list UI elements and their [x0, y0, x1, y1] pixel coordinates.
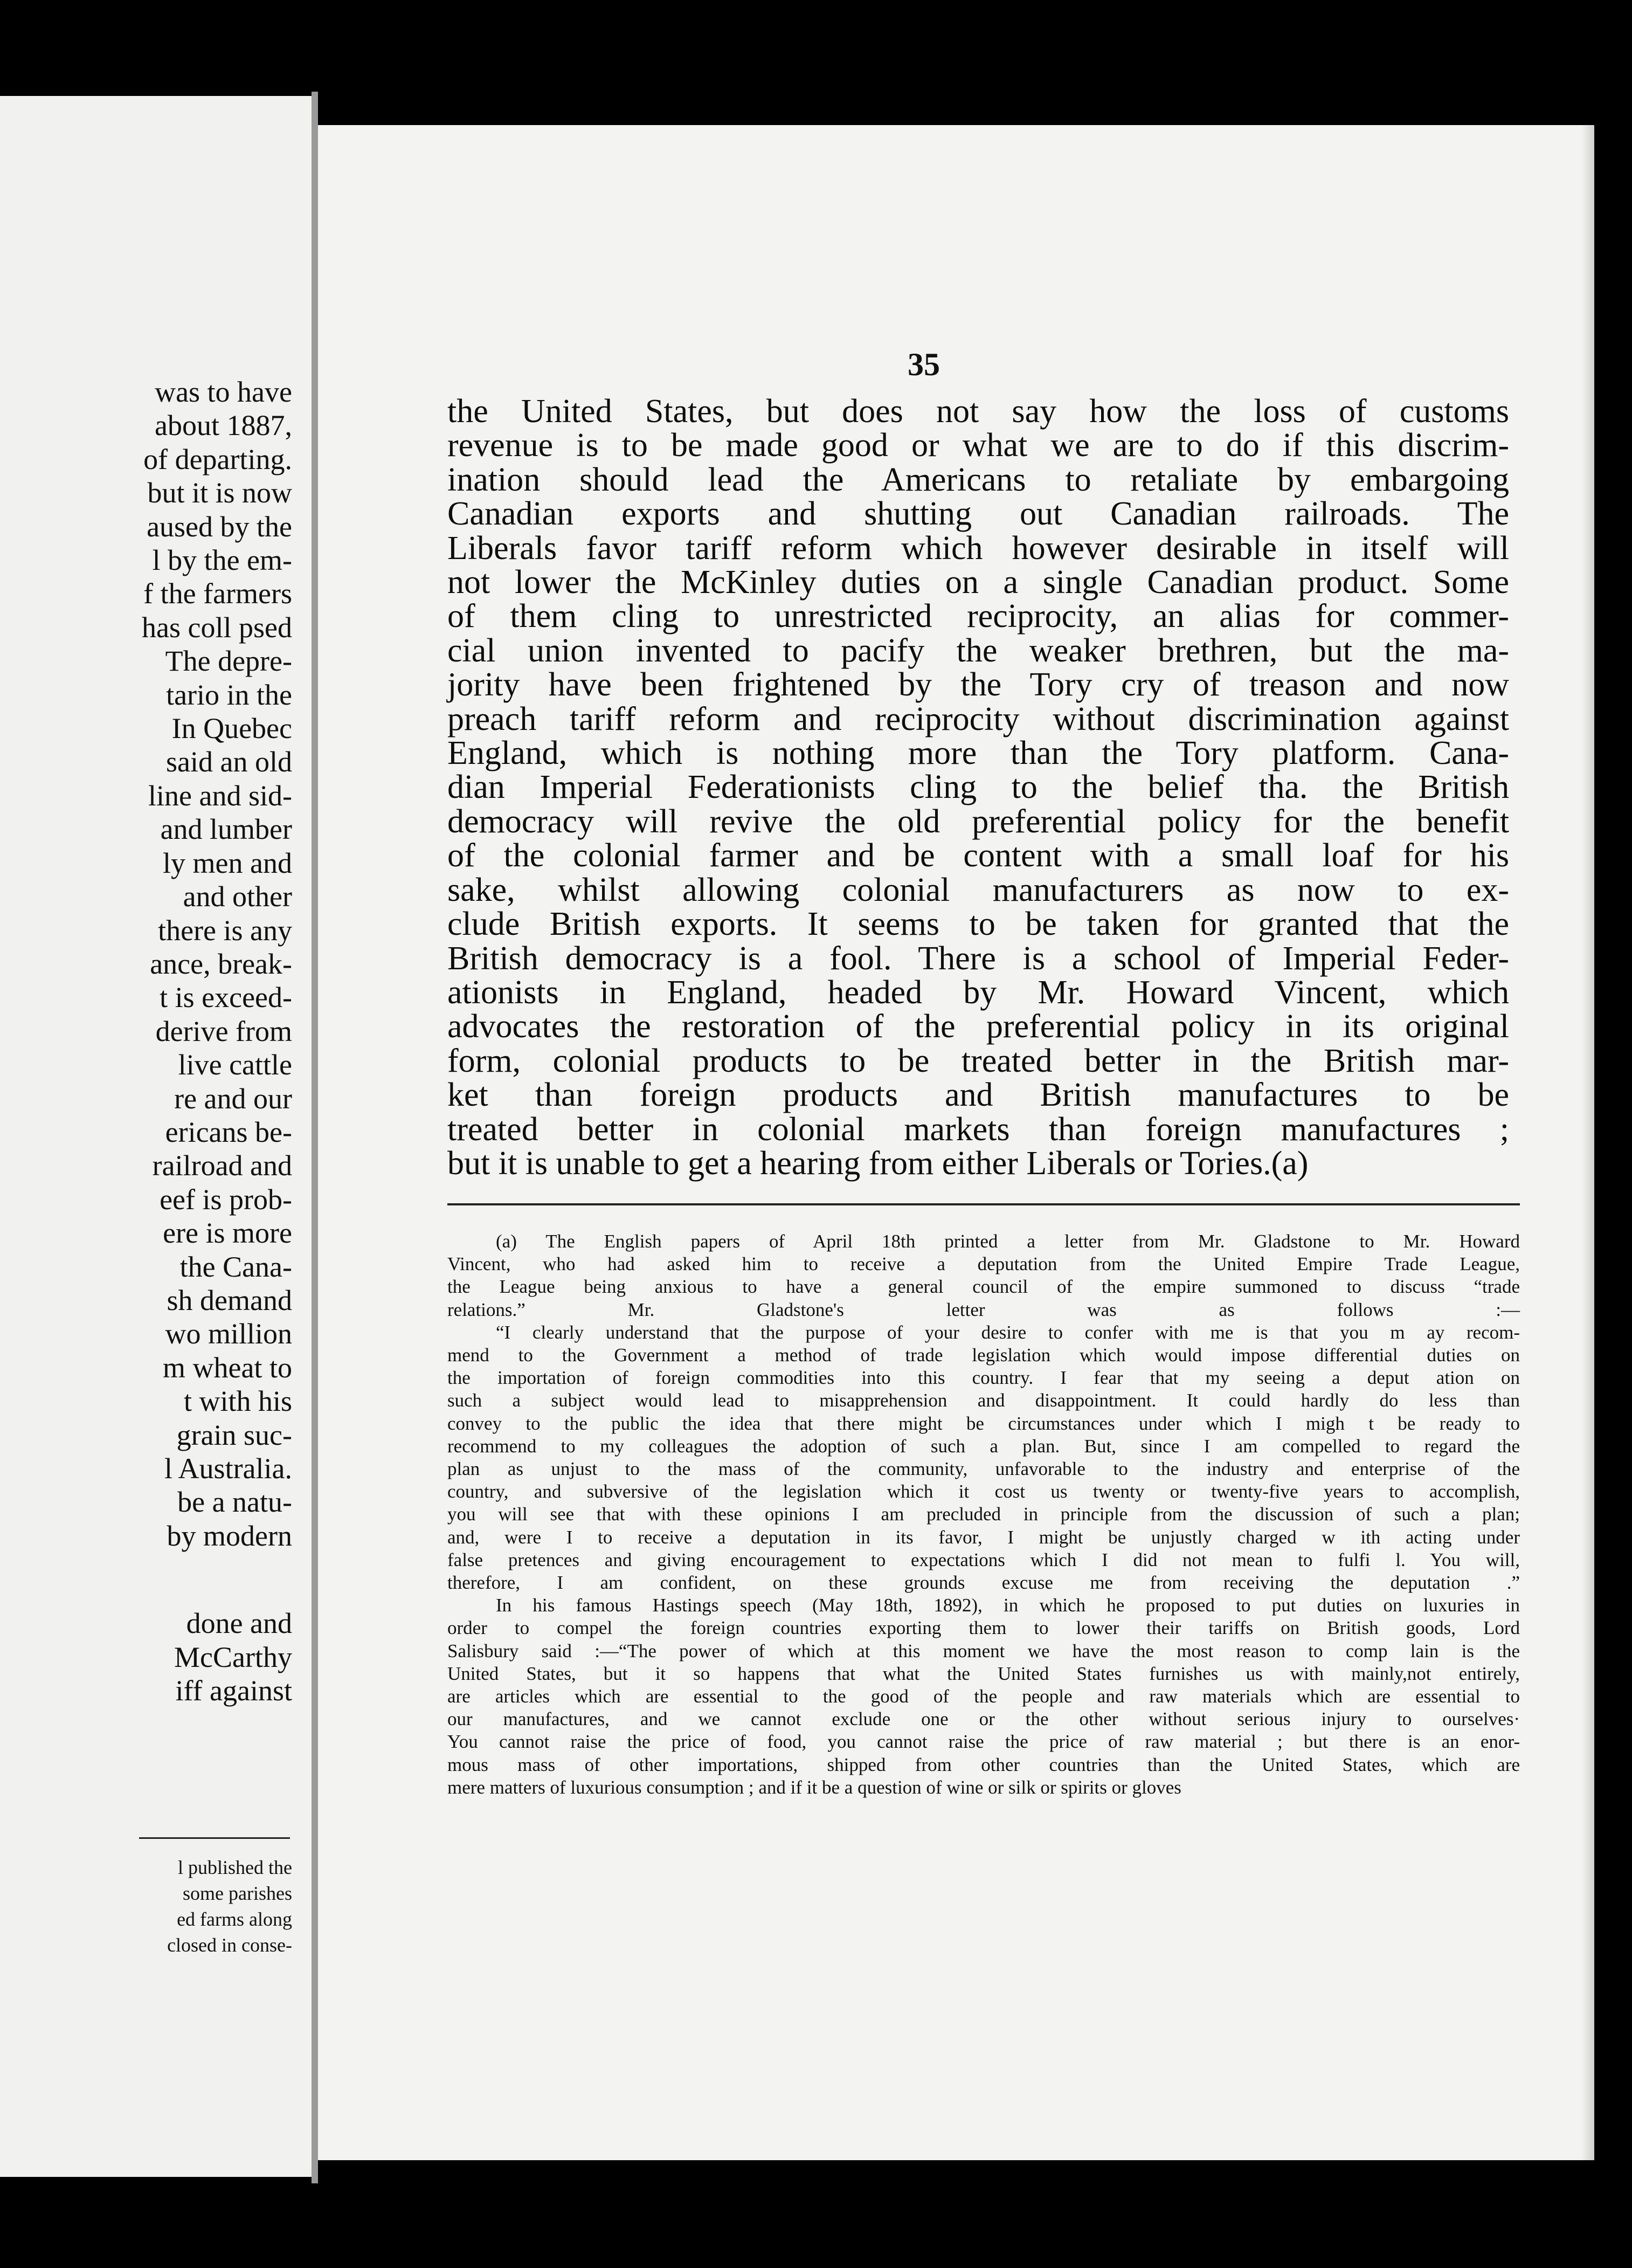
text-line: of them cling to unrestricted reciprocity, an alias for commer-: [447, 598, 1509, 635]
left-page-footnote: [0, 1855, 292, 1958]
body-text: [447, 395, 1509, 1181]
text-line: re and our: [174, 1082, 292, 1115]
text-line: aused by the: [147, 510, 292, 543]
text-line: ericans be-: [165, 1115, 292, 1148]
text-line: jority have been frightened by the Tory cry of treason and now: [447, 666, 1509, 704]
text-line: treated better in colonial markets than foreign manufactures ;: [447, 1111, 1509, 1148]
text-line: f the farmers: [143, 577, 292, 610]
text-line: revenue is to be made good or what we are to do if this discrim-: [447, 427, 1509, 464]
footnote-line: mend to the Government a method of trade legislation which would impose differential duties on: [447, 1345, 1520, 1366]
text-line: done and: [186, 1607, 292, 1640]
text-line: railroad and: [152, 1149, 292, 1182]
left-page-body: [0, 375, 292, 1707]
text-line: clude British exports. It seems to be taken for granted that the: [447, 906, 1509, 943]
footnote-rule: [447, 1203, 1520, 1205]
text-line: ket than foreign products and British manufactures to be: [447, 1077, 1509, 1114]
text-line: line and sid-: [148, 779, 292, 812]
text-line: m wheat to: [163, 1351, 292, 1384]
page-edge: [1581, 125, 1594, 2160]
text-line: said an old: [166, 746, 292, 778]
footnote-line: such a subject would lead to misapprehension and disappointment. It could hardly do less than: [447, 1390, 1520, 1411]
footnote-line: ed farms along: [177, 1908, 292, 1930]
footnote-line: the League being anxious to have a general council of the empire summoned to discuss “trade: [447, 1276, 1520, 1298]
left-footnote-rule: [139, 1837, 290, 1839]
text-line: has coll psed: [142, 611, 292, 644]
text-line: and lumber: [160, 813, 292, 846]
footnote-line: Salisbury said :—“The power of which at this moment we have the most reason to comp lain is the: [447, 1640, 1520, 1662]
footnote-line: In his famous Hastings speech (May 18th, 1892), in which he proposed to put duties on luxuries in: [496, 1595, 1520, 1616]
footnote-line: mere matters of luxurious consumption ; and if it be a question of wine or silk or spirits or gloves: [447, 1776, 1181, 1798]
text-line: sh demand: [167, 1284, 292, 1316]
footnote-text: [447, 1230, 1520, 1799]
text-line: In Quebec: [171, 712, 292, 745]
text-line: t is exceed-: [160, 981, 292, 1014]
footnote-line: therefore, I am confident, on these grounds excuse me from receiving the deputation .”: [447, 1572, 1520, 1594]
text-line: British democracy is a fool. There is a school of Imperial Feder-: [447, 940, 1509, 977]
text-line: l Australia.: [164, 1452, 292, 1485]
text-line: ationists in England, headed by Mr. Howard Vincent, which: [447, 974, 1509, 1011]
text-line: of departing.: [143, 443, 292, 475]
footnote-line: relations.” Mr. Gladstone's letter was as follows :—: [447, 1299, 1520, 1320]
text-line: dian Imperial Federationists cling to the belief tha. the British: [447, 769, 1509, 806]
text-line: preach tariff reform and reciprocity without discrimination against: [447, 700, 1509, 737]
text-line: iff against: [175, 1674, 292, 1707]
text-line: advocates the restoration of the preferential policy in its original: [447, 1008, 1509, 1045]
text-line: form, colonial products to be treated better in the British mar-: [447, 1042, 1509, 1079]
footnote-line: our manufactures, and we cannot exclude one or the other without serious injury to ourselves·: [447, 1708, 1520, 1730]
paragraph-gap: [0, 1553, 292, 1607]
footnote-line: closed in conse-: [167, 1934, 292, 1956]
text-line: ere is more: [163, 1217, 292, 1250]
book-gutter: [312, 92, 318, 2183]
left-page-fragment: [0, 96, 312, 2177]
text-line: sake, whilst allowing colonial manufacturers as now to ex-: [447, 871, 1509, 908]
footnote-line: order to compel the foreign countries exporting them to lower their tariffs on British goods, Lord: [447, 1617, 1520, 1639]
footnote-line: l published the: [178, 1857, 292, 1878]
text-line: ination should lead the Americans to retaliate by embargoing: [447, 461, 1509, 498]
footnote-line: Vincent, who had asked him to receive a deputation from the United Empire Trade League,: [447, 1253, 1520, 1275]
text-line: about 1887,: [155, 409, 292, 442]
text-line: England, which is nothing more than the Tory platform. Cana-: [447, 735, 1509, 772]
footnote-line: (a) The English papers of April 18th printed a letter from Mr. Gladstone to Mr. Howard: [496, 1231, 1520, 1252]
text-line: but it is now: [147, 477, 292, 509]
footnote-line: You cannot raise the price of food, you cannot raise the price of raw material ; but there is an enor-: [447, 1731, 1520, 1753]
text-line: the United States, but does not say how the loss of customs: [447, 393, 1509, 430]
text-line: by modern: [167, 1519, 292, 1552]
text-line: be a natu-: [177, 1486, 292, 1519]
footnote-line: recommend to my colleagues the adoption of such a plan. But, since I am compelled to regard the: [447, 1435, 1520, 1457]
text-line: ly men and: [163, 846, 292, 879]
text-line: McCarthy: [174, 1640, 292, 1673]
text-line: derive from: [155, 1015, 292, 1047]
footnote-line: mous mass of other importations, shipped from other countries than the United States, which are: [447, 1754, 1520, 1775]
text-line: l by the em-: [152, 544, 292, 577]
footnote-line: and, were I to receive a deputation in its favor, I might be unjustly charged w ith acting under: [447, 1526, 1520, 1548]
text-line: The depre-: [165, 645, 292, 678]
text-line: democracy will revive the old preferential policy for the benefit: [447, 803, 1509, 840]
text-line: cial union invented to pacify the weaker brethren, but the ma-: [447, 632, 1509, 669]
footnote-line: country, and subversive of the legislation which it cost us twenty or twenty-five years to accomplish,: [447, 1481, 1520, 1502]
footnote-line: false pretences and giving encouragement to expectations which I did not mean to fulfi l. You will,: [447, 1549, 1520, 1570]
text-line: not lower the McKinley duties on a single Canadian product. Some: [447, 564, 1509, 601]
page-number: 35: [908, 347, 940, 382]
footnote-line: you will see that with these opinions I am precluded in principle from the discussion of such a plan;: [447, 1504, 1520, 1525]
text-line: but it is unable to get a hearing from either Liberals or Tories.(a): [447, 1145, 1309, 1182]
text-line: of the colonial farmer and be content with a small loaf for his: [447, 837, 1509, 874]
text-line: t with his: [183, 1385, 292, 1418]
text-line: Liberals favor tariff reform which however desirable in itself will: [447, 529, 1509, 567]
text-line: eef is prob-: [160, 1183, 292, 1216]
right-page: [318, 125, 1594, 2160]
text-line: ance, break-: [150, 947, 292, 980]
text-line: Canadian exports and shutting out Canadian railroads. The: [447, 495, 1509, 533]
footnote-line: convey to the public the idea that there might be circumstances under which I migh t be ready to: [447, 1412, 1520, 1434]
footnote-line: some parishes: [183, 1883, 292, 1904]
text-line: the Cana-: [179, 1250, 292, 1283]
footnote-line: United States, but it so happens that what the United States furnishes us with mainly,not entirely,: [447, 1663, 1520, 1684]
text-line: live cattle: [178, 1049, 292, 1081]
footnote-line: the importation of foreign commodities into this country. I fear that my seeing a deput ation on: [447, 1367, 1520, 1389]
footnote-line: plan as unjust to the mass of the community, unfavorable to the industry and enterprise of the: [447, 1458, 1520, 1480]
text-line: tario in the: [166, 678, 292, 711]
text-line: there is any: [158, 914, 292, 947]
footnote-line: “I clearly understand that the purpose of your desire to confer with me is that you m ay recom-: [496, 1321, 1520, 1343]
text-line: grain suc-: [176, 1418, 292, 1451]
text-line: was to have: [155, 376, 292, 408]
text-line: and other: [183, 880, 292, 913]
footnote-line: are articles which are essential to the good of the people and raw materials which are essential to: [447, 1686, 1520, 1707]
text-line: wo million: [165, 1318, 292, 1350]
